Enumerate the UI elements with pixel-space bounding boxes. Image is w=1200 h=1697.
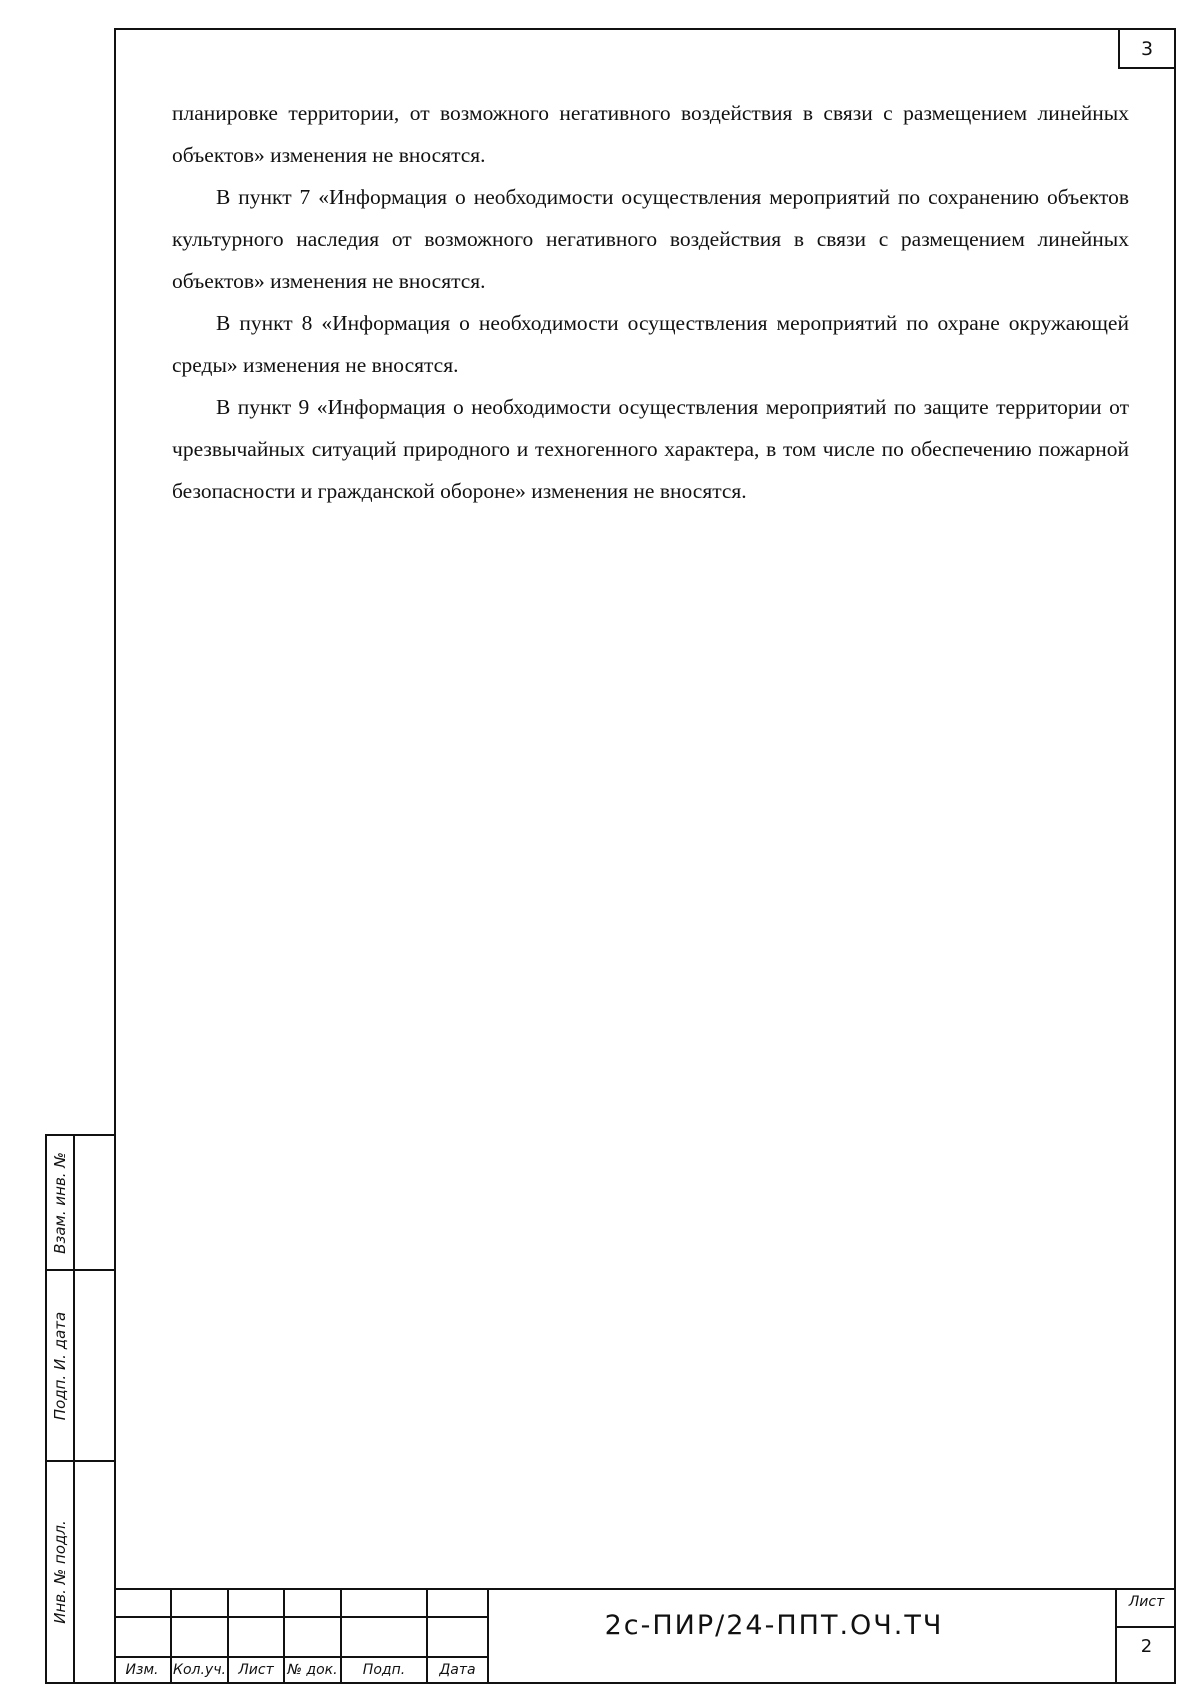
document-code: 2с-ПИР/24-ППТ.ОЧ.ТЧ <box>604 1610 944 1641</box>
page-number: 3 <box>1118 28 1176 69</box>
column-label: Лист <box>238 1662 274 1678</box>
paragraph: В пункт 9 «Информация о необходимости осуществления мероприятий по защите территории от чрезвычайных ситуаций природного и техногенного характера, в том числе по обеспечению пожарной безопасности и гражданской обороне» изменения не вносятся. <box>172 395 1129 503</box>
paragraph: В пункт 8 «Информация о необходимости осуществления мероприятий по охране окружающей среды» изменения не вносятся. <box>172 311 1129 377</box>
title-block <box>114 1588 1176 1684</box>
column-label: Подп. <box>362 1662 406 1678</box>
side-label: Подп. И. дата <box>51 1311 69 1420</box>
column-label: Дата <box>439 1662 476 1678</box>
sheet-label: Лист <box>1128 1594 1165 1610</box>
document-body <box>172 92 1129 512</box>
side-stamp-inv-podl <box>45 1460 114 1684</box>
side-stamp-podp-data <box>45 1269 114 1462</box>
side-stamp-vzam-inv <box>45 1134 114 1271</box>
side-label: Взам. инв. № <box>51 1151 69 1254</box>
paragraph: В пункт 7 «Информация о необходимости осуществления мероприятий по сохранению объектов культурного наследия от возможного негативного воздействия в связи с размещением линейных объектов» изменения не вносятся. <box>172 185 1129 293</box>
sheet-number: 2 <box>1140 1636 1153 1657</box>
column-label: Кол.уч. <box>173 1662 226 1678</box>
paragraph: планировке территории, от возможного негативного воздействия в связи с размещением линейных объектов» изменения не вносятся. <box>172 101 1129 167</box>
side-label: Инв. № подл. <box>51 1520 69 1624</box>
column-label: Изм. <box>125 1662 159 1678</box>
column-label: № док. <box>287 1662 338 1678</box>
